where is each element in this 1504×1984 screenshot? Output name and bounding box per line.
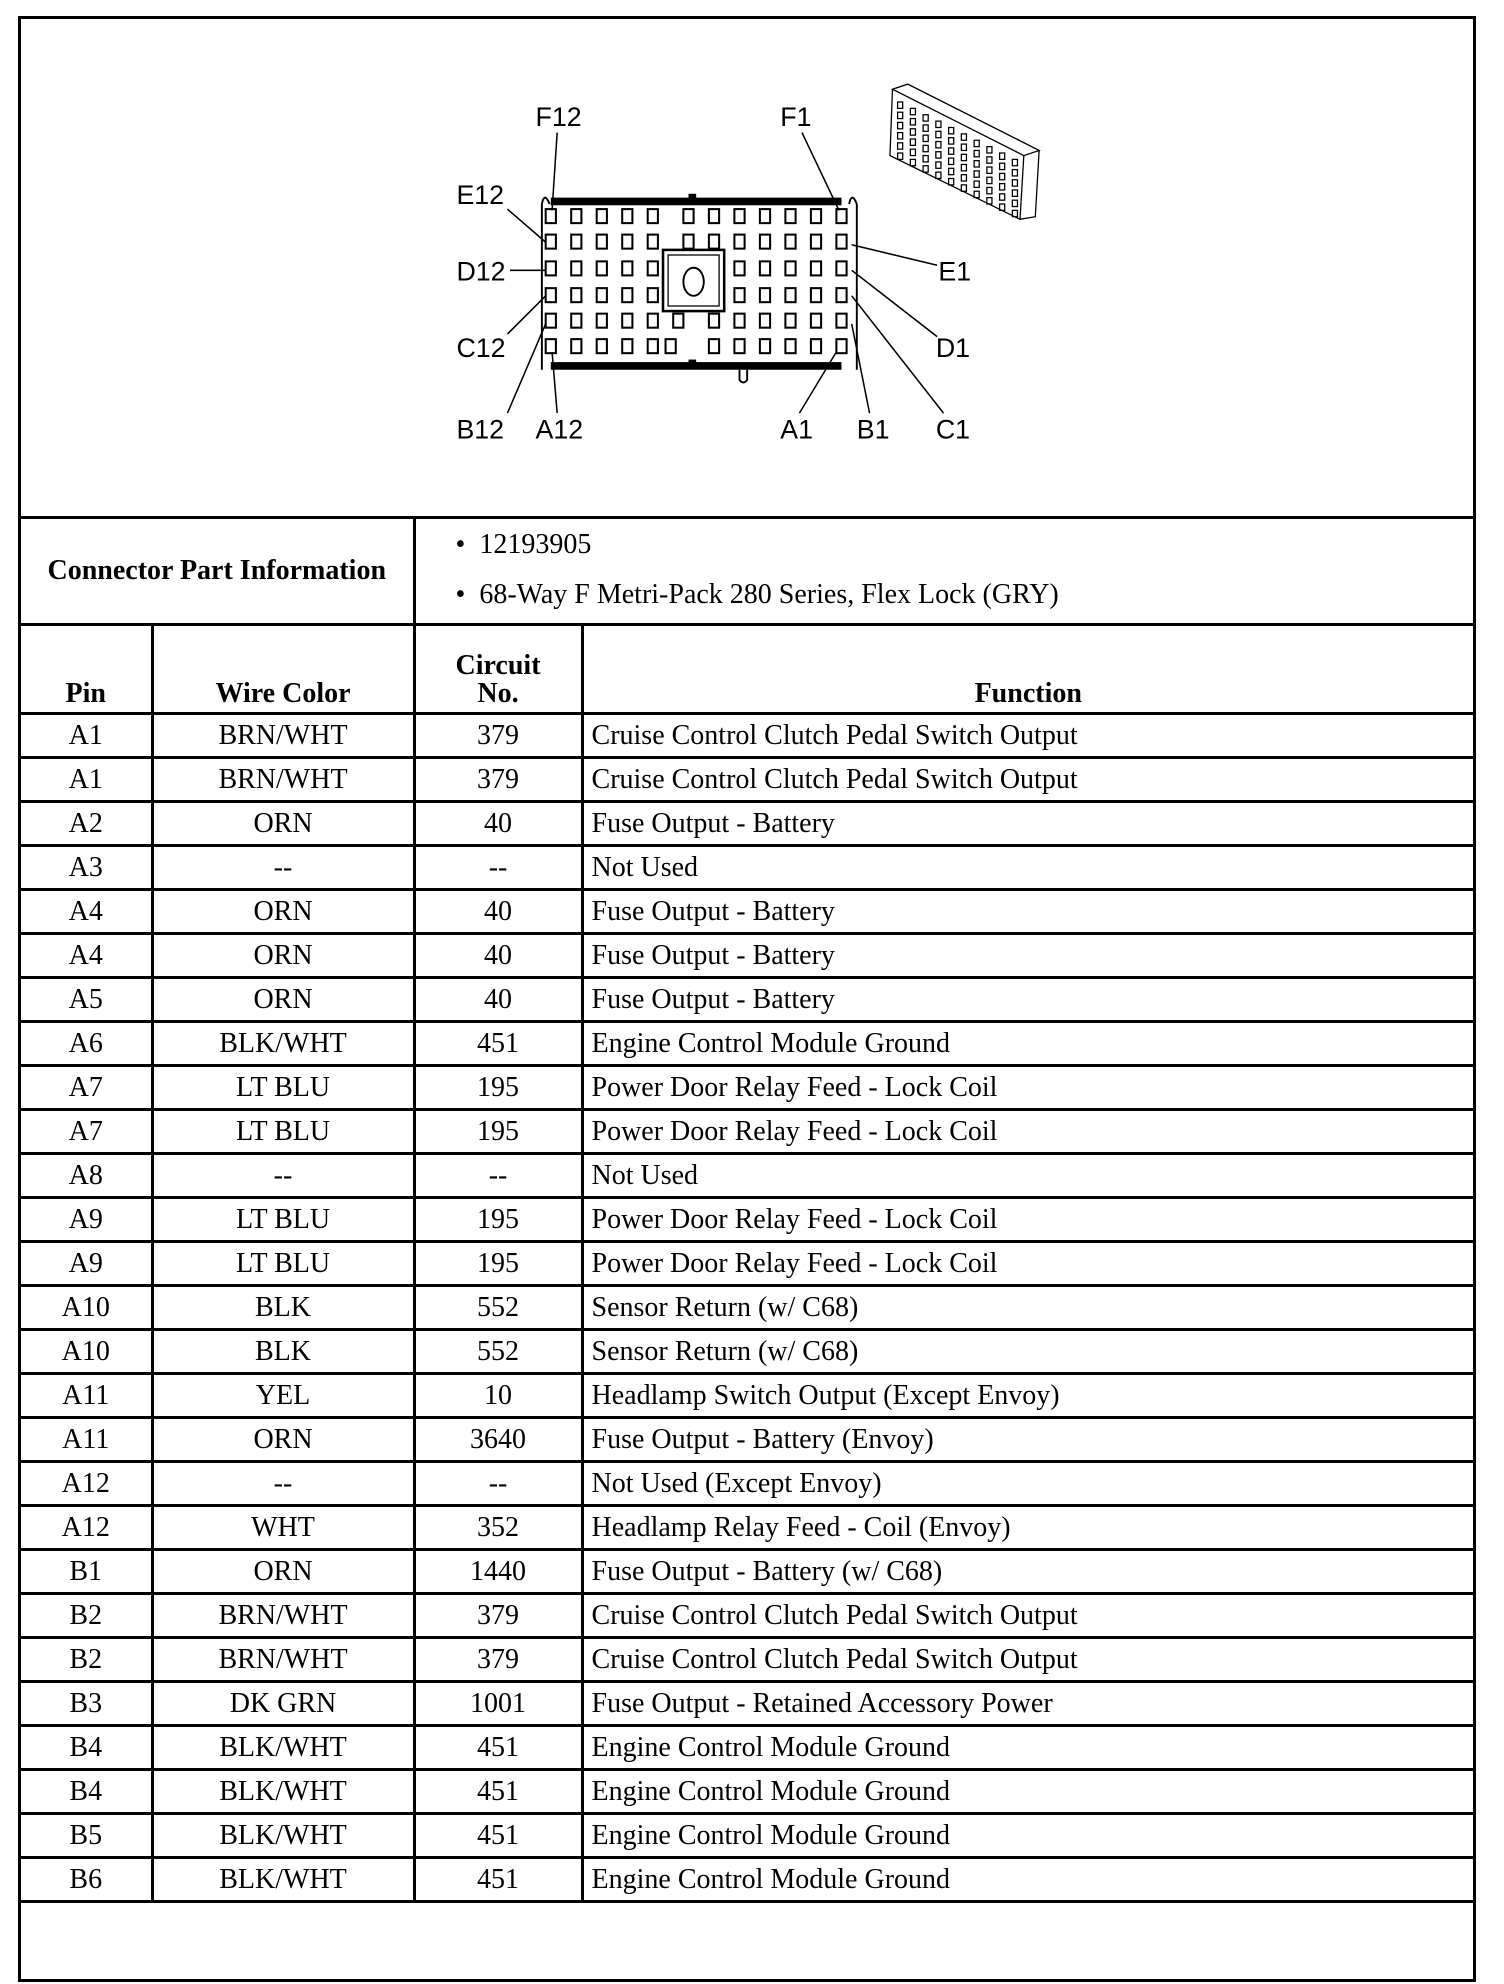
function-cell: Sensor Return (w/ C68) (582, 1286, 1473, 1330)
pin-cavity (811, 339, 821, 353)
pin-cell: A10 (21, 1330, 152, 1374)
pin-cavity (760, 235, 770, 249)
function-cell: Cruise Control Clutch Pedal Switch Output (582, 1638, 1473, 1682)
center-bolt-boss (663, 250, 724, 311)
label-D1: D1 (935, 333, 971, 364)
table-row (21, 1682, 1473, 1726)
pin-cavity (760, 339, 770, 353)
function-cell: Fuse Output - Battery (582, 934, 1473, 978)
circuit-cell: 451 (414, 1814, 582, 1858)
pin-cell: B4 (21, 1770, 152, 1814)
pin-cavity (571, 288, 581, 302)
pin-cell: A7 (21, 1066, 152, 1110)
connector-document (18, 16, 1476, 1982)
pin-cavity (648, 339, 658, 353)
pin-cavity (622, 261, 632, 275)
wire-color-cell: BRN/WHT (152, 758, 414, 802)
pin-cell: A7 (21, 1110, 152, 1154)
pin-cell: A4 (21, 890, 152, 934)
function-cell: Cruise Control Clutch Pedal Switch Output (582, 758, 1473, 802)
pin-cell: A5 (21, 978, 152, 1022)
pin-cavity (597, 339, 607, 353)
table-row (21, 1154, 1473, 1198)
wire-color-cell: ORN (152, 934, 414, 978)
circuit-cell: -- (414, 1462, 582, 1506)
circuit-cell: 10 (414, 1374, 582, 1418)
pin-cavity (709, 314, 719, 328)
function-cell: Engine Control Module Ground (582, 1814, 1473, 1858)
wire-color-cell: BRN/WHT (152, 1594, 414, 1638)
pin-cell: A11 (21, 1418, 152, 1462)
wire-color-cell: BRN/WHT (152, 1638, 414, 1682)
pin-cell: B2 (21, 1638, 152, 1682)
label-D12: D12 (456, 256, 506, 287)
function-cell: Power Door Relay Feed - Lock Coil (582, 1242, 1473, 1286)
pin-cavity (811, 261, 821, 275)
pin-cavity (648, 235, 658, 249)
wire-color-cell: LT BLU (152, 1066, 414, 1110)
pin-cell: A12 (21, 1506, 152, 1550)
table-row (21, 1462, 1473, 1506)
label-E1: E1 (938, 256, 972, 287)
connector-3d-icon (890, 84, 1039, 219)
function-cell: Engine Control Module Ground (582, 1726, 1473, 1770)
connector-info-label: Connector Part Information (21, 519, 414, 625)
wire-color-cell: DK GRN (152, 1682, 414, 1726)
pin-cavity (734, 339, 744, 353)
table-row (21, 1198, 1473, 1242)
function-cell: Sensor Return (w/ C68) (582, 1330, 1473, 1374)
pin-cavity (622, 339, 632, 353)
function-cell: Headlamp Relay Feed - Coil (Envoy) (582, 1506, 1473, 1550)
pin-cavity (760, 314, 770, 328)
pin-cavity (734, 235, 744, 249)
pin-cell: B4 (21, 1726, 152, 1770)
pin-cell: A9 (21, 1198, 152, 1242)
pin-cavity (622, 209, 632, 223)
header-pin: Pin (21, 625, 152, 714)
pin-cavity (571, 339, 581, 353)
pin-cavity (836, 235, 846, 249)
table-row (21, 1330, 1473, 1374)
function-cell: Not Used (Except Envoy) (582, 1462, 1473, 1506)
wire-color-cell: BLK/WHT (152, 1022, 414, 1066)
circuit-cell: 352 (414, 1506, 582, 1550)
circuit-cell: 1001 (414, 1682, 582, 1726)
pin-cavity (836, 261, 846, 275)
pin-cavity (760, 261, 770, 275)
pin-cavity (836, 209, 846, 223)
circuit-cell: -- (414, 1154, 582, 1198)
pin-cell: B5 (21, 1814, 152, 1858)
circuit-cell: 1440 (414, 1550, 582, 1594)
table-row (21, 1814, 1473, 1858)
pin-cell: A9 (21, 1242, 152, 1286)
pin-cavity (836, 288, 846, 302)
circuit-cell: 3640 (414, 1418, 582, 1462)
table-row (21, 846, 1473, 890)
function-cell: Power Door Relay Feed - Lock Coil (582, 1066, 1473, 1110)
pin-cavity (683, 209, 693, 223)
pin-cavity (597, 288, 607, 302)
pin-cell: A2 (21, 802, 152, 846)
table-row (21, 1242, 1473, 1286)
circuit-cell: 552 (414, 1330, 582, 1374)
pin-cavity (546, 288, 556, 302)
label-B1: B1 (856, 414, 890, 445)
pin-cavity (709, 339, 719, 353)
function-cell: Headlamp Switch Output (Except Envoy) (582, 1374, 1473, 1418)
pin-cavity (811, 288, 821, 302)
pin-cavity (597, 261, 607, 275)
table-row (21, 1066, 1473, 1110)
function-cell: Power Door Relay Feed - Lock Coil (582, 1110, 1473, 1154)
table-row (21, 1638, 1473, 1682)
pin-cell: A3 (21, 846, 152, 890)
pin-cavity (546, 235, 556, 249)
wire-color-cell: ORN (152, 978, 414, 1022)
pin-cell: A4 (21, 934, 152, 978)
table-row (21, 758, 1473, 802)
pin-cavity (571, 261, 581, 275)
function-cell: Engine Control Module Ground (582, 1858, 1473, 1902)
function-cell: Not Used (582, 1154, 1473, 1198)
wire-color-cell: -- (152, 1462, 414, 1506)
pin-cavity (836, 339, 846, 353)
label-E12: E12 (456, 180, 505, 210)
pin-cavity (785, 314, 795, 328)
function-cell: Power Door Relay Feed - Lock Coil (582, 1198, 1473, 1242)
function-cell: Fuse Output - Battery (w/ C68) (582, 1550, 1473, 1594)
connector-info-row (21, 519, 1473, 625)
table-row (21, 1374, 1473, 1418)
table-row (21, 802, 1473, 846)
wire-color-cell: LT BLU (152, 1198, 414, 1242)
pin-cavity (546, 314, 556, 328)
table-row (21, 934, 1473, 978)
table-header-row (21, 625, 1473, 714)
pin-cell: A12 (21, 1462, 152, 1506)
pin-cavity (709, 235, 719, 249)
circuit-cell: 195 (414, 1242, 582, 1286)
table-row (21, 1594, 1473, 1638)
circuit-cell: 451 (414, 1858, 582, 1902)
pin-cavity (622, 235, 632, 249)
pin-cavity (760, 209, 770, 223)
wire-color-cell: BLK/WHT (152, 1770, 414, 1814)
wire-color-cell: -- (152, 1154, 414, 1198)
pin-cell: B3 (21, 1682, 152, 1726)
circuit-cell: 40 (414, 978, 582, 1022)
table-row (21, 1770, 1473, 1814)
pin-cavity (622, 288, 632, 302)
pin-cavity (709, 209, 719, 223)
pin-cell: A8 (21, 1154, 152, 1198)
pin-cavity (734, 209, 744, 223)
connector-info-values (414, 519, 1473, 625)
circuit-cell: 379 (414, 758, 582, 802)
function-cell: Fuse Output - Battery (582, 802, 1473, 846)
pin-cell: A11 (21, 1374, 152, 1418)
wire-color-cell: -- (152, 846, 414, 890)
pin-cavity (734, 314, 744, 328)
wire-color-cell: LT BLU (152, 1110, 414, 1154)
pin-cavity (571, 235, 581, 249)
function-cell: Fuse Output - Battery (Envoy) (582, 1418, 1473, 1462)
circuit-cell: 552 (414, 1286, 582, 1330)
circuit-cell: 195 (414, 1066, 582, 1110)
wire-color-cell: BLK (152, 1330, 414, 1374)
pin-cell: B2 (21, 1594, 152, 1638)
pinout-table (21, 519, 1473, 1903)
part-number: • 12193905 (455, 529, 592, 560)
function-cell: Not Used (582, 846, 1473, 890)
pin-cavity (571, 314, 581, 328)
circuit-cell: 40 (414, 934, 582, 978)
connector-diagram (21, 19, 1473, 519)
pin-cavity (683, 235, 693, 249)
function-cell: Fuse Output - Battery (582, 978, 1473, 1022)
pin-cavity (648, 261, 658, 275)
table-row (21, 1506, 1473, 1550)
function-cell: Engine Control Module Ground (582, 1770, 1473, 1814)
pin-cavity (785, 261, 795, 275)
pin-cavity (811, 314, 821, 328)
pin-cavity (546, 339, 556, 353)
pin-cavity (597, 235, 607, 249)
connector-description: • 68-Way F Metri-Pack 280 Series, Flex Lock (GRY) (455, 579, 1059, 610)
circuit-cell: -- (414, 846, 582, 890)
circuit-cell: 451 (414, 1770, 582, 1814)
pin-cavity (811, 209, 821, 223)
pin-cell: A10 (21, 1286, 152, 1330)
pin-cavity (648, 209, 658, 223)
pin-cavity (785, 235, 795, 249)
circuit-cell: 451 (414, 1726, 582, 1770)
wire-color-cell: ORN (152, 1418, 414, 1462)
table-row (21, 890, 1473, 934)
circuit-cell: 195 (414, 1110, 582, 1154)
circuit-cell: 379 (414, 1594, 582, 1638)
function-cell: Engine Control Module Ground (582, 1022, 1473, 1066)
label-C1: C1 (935, 414, 971, 445)
wire-color-cell: BLK/WHT (152, 1858, 414, 1902)
function-cell: Fuse Output - Battery (582, 890, 1473, 934)
connector-face-drawing (0, 0, 1504, 520)
table-row (21, 1858, 1473, 1902)
function-cell: Cruise Control Clutch Pedal Switch Output (582, 1594, 1473, 1638)
circuit-cell: 40 (414, 802, 582, 846)
circuit-cell: 379 (414, 1638, 582, 1682)
pin-cavity (648, 288, 658, 302)
wire-color-cell: YEL (152, 1374, 414, 1418)
pin-cavity (622, 314, 632, 328)
table-row (21, 1550, 1473, 1594)
header-function: Function (582, 625, 1473, 714)
pin-cavity (811, 235, 821, 249)
pin-cavity (597, 314, 607, 328)
label-B12: B12 (456, 414, 505, 445)
pin-cell: B1 (21, 1550, 152, 1594)
pin-cell: A1 (21, 714, 152, 758)
table-row (21, 1110, 1473, 1154)
label-F12: F12 (535, 102, 582, 133)
pin-cavity (734, 288, 744, 302)
pin-cell: B6 (21, 1858, 152, 1902)
table-row (21, 714, 1473, 758)
pin-cavity (666, 339, 676, 353)
pin-cavity (785, 288, 795, 302)
table-row (21, 1418, 1473, 1462)
table-row (21, 1022, 1473, 1066)
pin-cell: A1 (21, 758, 152, 802)
header-wire-color: Wire Color (152, 625, 414, 714)
header-circuit-no: Circuit No. (414, 625, 582, 714)
pin-cavity (734, 261, 744, 275)
table-row (21, 1726, 1473, 1770)
circuit-cell: 451 (414, 1022, 582, 1066)
pin-cavity (546, 261, 556, 275)
pin-cavity (673, 314, 683, 328)
function-cell: Fuse Output - Retained Accessory Power (582, 1682, 1473, 1726)
pin-cavity (760, 288, 770, 302)
table-row (21, 1286, 1473, 1330)
label-F1: F1 (780, 102, 812, 133)
wire-color-cell: ORN (152, 890, 414, 934)
circuit-cell: 40 (414, 890, 582, 934)
function-cell: Cruise Control Clutch Pedal Switch Output (582, 714, 1473, 758)
pin-cavity (597, 209, 607, 223)
wire-color-cell: ORN (152, 802, 414, 846)
wire-color-cell: WHT (152, 1506, 414, 1550)
table-row (21, 978, 1473, 1022)
pin-cavity (546, 209, 556, 223)
pin-cavity (785, 339, 795, 353)
pin-cell: A6 (21, 1022, 152, 1066)
pin-cavity (836, 314, 846, 328)
wire-color-cell: ORN (152, 1550, 414, 1594)
wire-color-cell: LT BLU (152, 1242, 414, 1286)
circuit-cell: 195 (414, 1198, 582, 1242)
circuit-cell: 379 (414, 714, 582, 758)
pin-cavity (785, 209, 795, 223)
pin-cavity (571, 209, 581, 223)
label-C12: C12 (456, 333, 506, 364)
wire-color-cell: BLK/WHT (152, 1814, 414, 1858)
wire-color-cell: BLK/WHT (152, 1726, 414, 1770)
label-A12: A12 (535, 414, 584, 445)
wire-color-cell: BLK (152, 1286, 414, 1330)
wire-color-cell: BRN/WHT (152, 714, 414, 758)
pin-cavity (648, 314, 658, 328)
label-A1: A1 (780, 414, 814, 445)
